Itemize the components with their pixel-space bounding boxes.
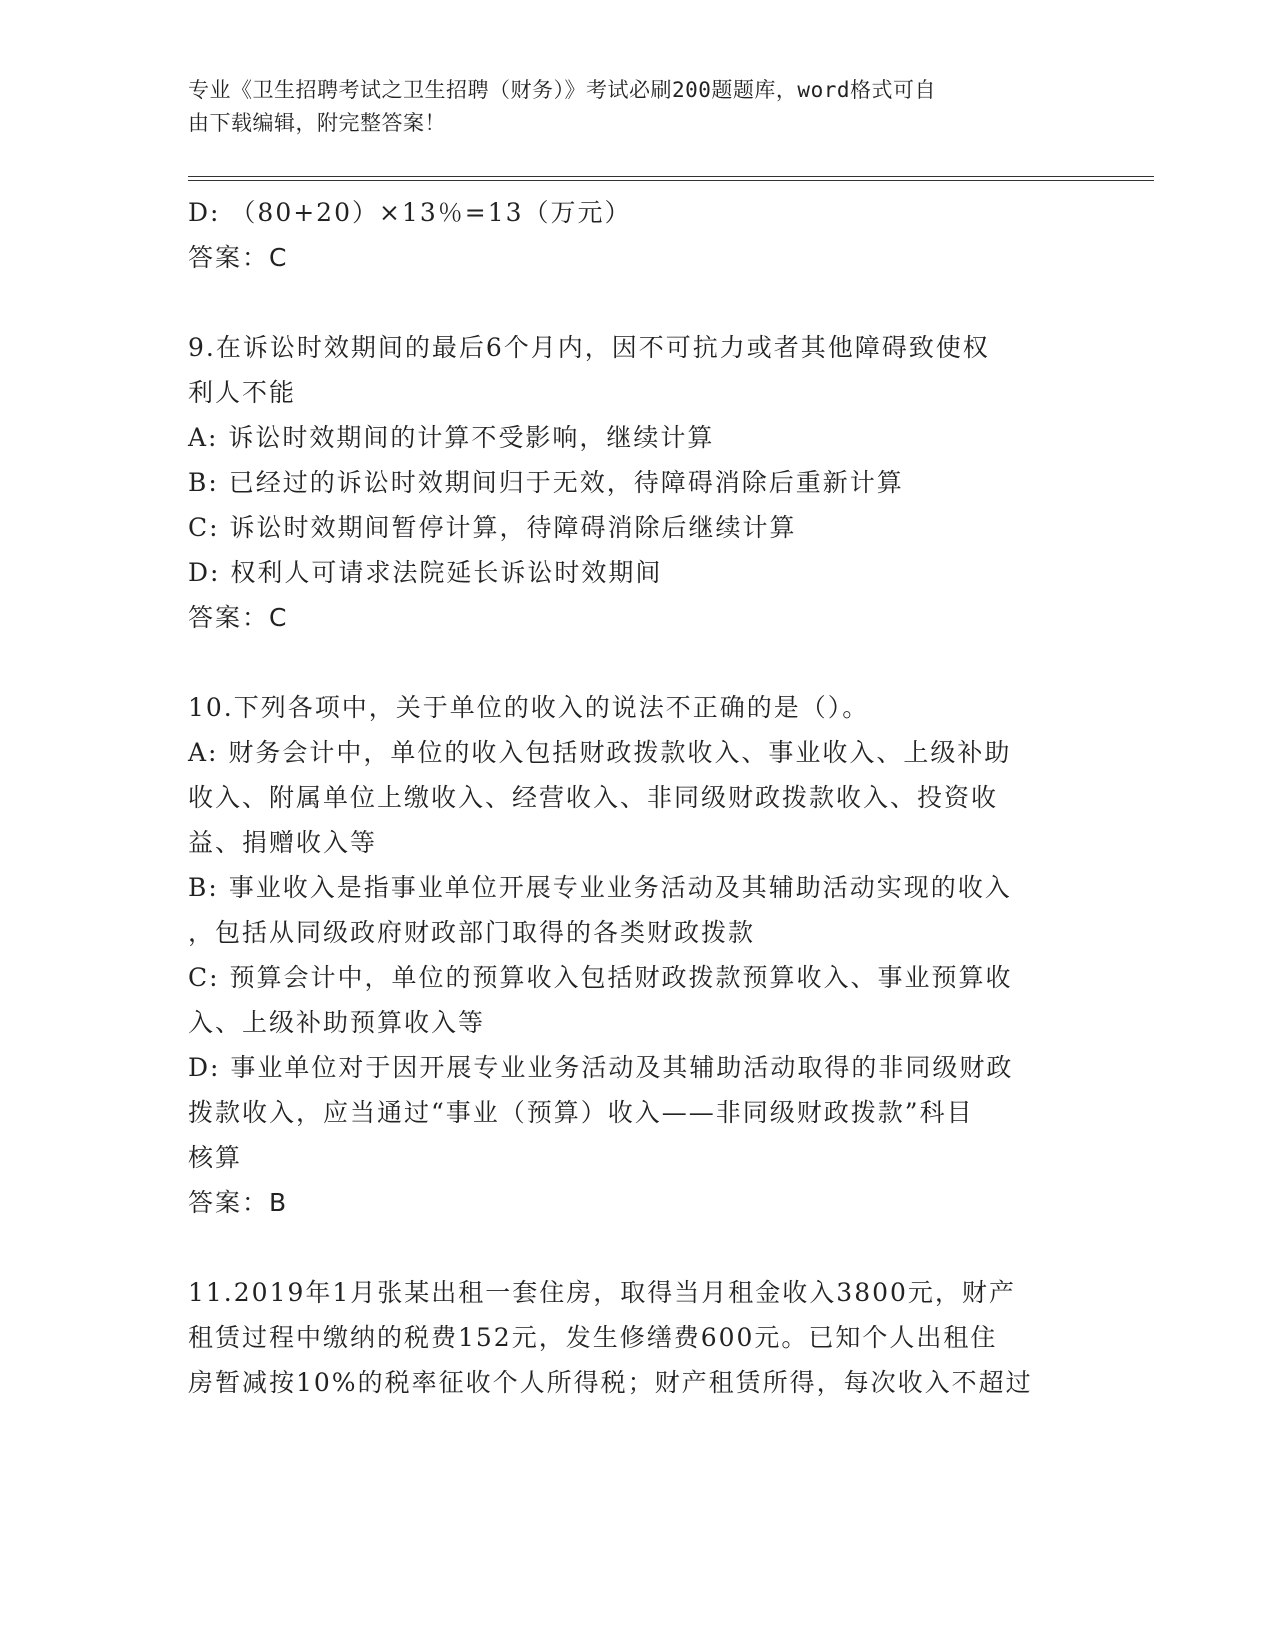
question-9 — [188, 325, 1088, 640]
option-a-line: 益、捐赠收入等 — [188, 828, 378, 857]
option-d-line: D: 事业单位对于因开展专业业务活动及其辅助活动取得的非同级财政 — [188, 1053, 1014, 1082]
option-c-line: 入、上级补助预算收入等 — [188, 1008, 486, 1037]
option-d: D: （80+20）×13％=13（万元） — [188, 198, 632, 227]
question-10 — [188, 685, 1088, 1225]
option-d: D: 权利人可请求法院延长诉讼时效期间 — [188, 558, 663, 587]
answer-line: 答案：C — [188, 243, 289, 272]
question-8-tail — [188, 190, 1088, 280]
spacer — [188, 280, 1088, 325]
question-stem-line: 10.下列各项中，关于单位的收入的说法不正确的是（）。 — [188, 693, 870, 722]
header-title-line-1: 专业《卫生招聘考试之卫生招聘（财务）》考试必刷200题题库，word格式可自 — [188, 78, 936, 102]
document-body — [188, 190, 1088, 1405]
option-c-line: C: 预算会计中，单位的预算收入包括财政拨款预算收入、事业预算收 — [188, 963, 1013, 992]
question-stem-line: 利人不能 — [188, 378, 297, 407]
option-c: C: 诉讼时效期间暂停计算，待障碍消除后继续计算 — [188, 513, 797, 542]
question-stem-line: 租赁过程中缴纳的税费152元，发生修缮费600元。已知个人出租住 — [188, 1323, 998, 1352]
option-d-line: 核算 — [188, 1143, 243, 1172]
option-a-line: A: 财务会计中，单位的收入包括财政拨款收入、事业收入、上级补助 — [188, 738, 1012, 767]
option-d-line: 拨款收入，应当通过“事业（预算）收入——非同级财政拨款”科目 — [188, 1098, 974, 1127]
question-stem-line: 9.在诉讼时效期间的最后6个月内，因不可抗力或者其他障碍致使权 — [188, 333, 990, 362]
option-b: B: 已经过的诉讼时效期间归于无效，待障碍消除后重新计算 — [188, 468, 904, 497]
answer-line: 答案：C — [188, 603, 289, 632]
spacer — [188, 640, 1088, 685]
document-header — [188, 74, 1068, 140]
header-divider — [188, 176, 1154, 181]
answer-line: 答案：B — [188, 1188, 289, 1217]
question-stem-line: 房暂减按10%的税率征收个人所得税；财产租赁所得，每次收入不超过 — [188, 1368, 1033, 1397]
option-a-line: 收入、附属单位上缴收入、经营收入、非同级财政拨款收入、投资收 — [188, 783, 999, 812]
option-b-line: ，包括从同级政府财政部门取得的各类财政拨款 — [188, 918, 756, 947]
question-stem-line: 11.2019年1月张某出租一套住房，取得当月租金收入3800元，财产 — [188, 1278, 1016, 1307]
option-a: A: 诉讼时效期间的计算不受影响，继续计算 — [188, 423, 715, 452]
header-title-line-2: 由下载编辑，附完整答案！ — [188, 111, 446, 135]
question-11 — [188, 1270, 1088, 1405]
option-b-line: B: 事业收入是指事业单位开展专业业务活动及其辅助活动实现的收入 — [188, 873, 1012, 902]
spacer — [188, 1225, 1088, 1270]
